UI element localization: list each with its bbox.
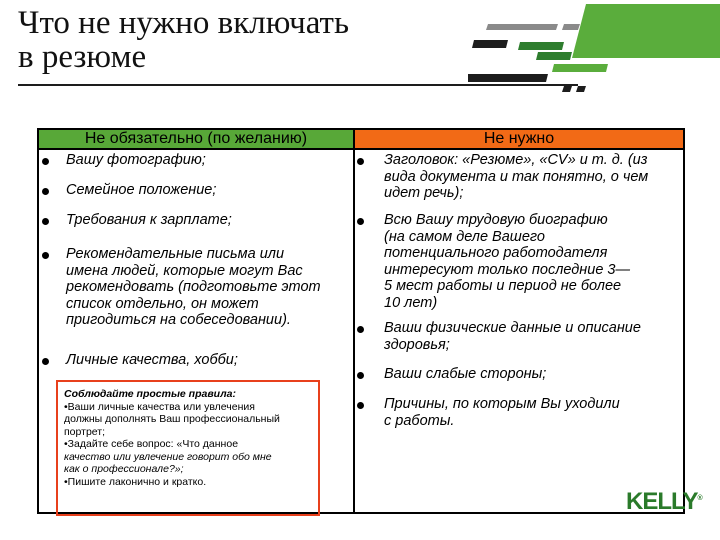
rules-line: должны дополнять Ваш профессиональный xyxy=(64,413,280,425)
right-column-header: Не нужно xyxy=(355,128,685,150)
bullet-icon xyxy=(42,252,49,259)
left-item-2: Семейное положение; xyxy=(66,182,217,198)
bullet-icon xyxy=(42,188,49,195)
right-item-2 xyxy=(384,212,630,311)
right-item-5 xyxy=(384,396,620,429)
left-item-4-line: рекомендовать (подготовьте этот xyxy=(66,279,321,295)
rules-line: портрет; xyxy=(64,425,106,438)
rules-line: •Ваши личные качества или увлечения xyxy=(64,400,255,413)
bullet-icon xyxy=(42,358,49,365)
right-item-2-line: 10 лет) xyxy=(384,294,438,311)
rules-title: Соблюдайте простые правила: xyxy=(64,388,236,400)
left-column-header: Не обязательно (по желанию) xyxy=(37,128,355,150)
right-item-5-line: Причины, по которым Вы уходили xyxy=(384,396,620,412)
left-item-1: Вашу фотографию; xyxy=(66,152,206,168)
title-line-1: Что не нужно включать xyxy=(18,5,350,41)
right-item-1-line: идет речь); xyxy=(384,185,464,201)
right-item-3 xyxy=(384,320,641,353)
right-item-1 xyxy=(384,152,648,202)
left-item-3: Требования к зарплате; xyxy=(66,212,232,228)
title-line-2: в резюме xyxy=(18,39,147,75)
left-item-4 xyxy=(66,246,321,329)
left-item-4-line: имена людей, которые могут Вас xyxy=(66,262,303,279)
bullet-icon xyxy=(357,372,364,379)
bullet-icon xyxy=(357,158,364,165)
rules-line: •Пишите лаконично и кратко. xyxy=(64,475,207,488)
right-item-2-line: интересуют только последние 3— xyxy=(384,261,630,278)
right-item-1-line: вида документа и так понятно, о чем xyxy=(384,168,649,185)
decorative-bars-graphic xyxy=(468,0,720,100)
right-item-2-line: 5 мест работы и период не более xyxy=(384,278,622,294)
right-item-1-line: Заголовок: «Резюме», «CV» и т. д. (из xyxy=(384,152,648,168)
rules-line: •Задайте себе вопрос: «Что данное xyxy=(64,438,239,450)
left-item-4-line: список отдельно, он может xyxy=(66,295,259,312)
logo-registered-mark: ® xyxy=(697,495,703,502)
slide-title xyxy=(18,6,349,74)
right-item-2-line: (на самом деле Вашего xyxy=(384,228,545,245)
left-item-5: Личные качества, хобби; xyxy=(66,352,238,368)
right-item-5-line: с работы. xyxy=(384,412,455,429)
right-item-3-line: Ваши физические данные и описание xyxy=(384,320,641,336)
right-item-2-line: Всю Вашу трудовую биографию xyxy=(384,212,608,228)
bullet-icon xyxy=(42,158,49,165)
logo-text: KELLY xyxy=(626,488,698,515)
left-item-4-line: Рекомендательные письма или xyxy=(66,246,285,262)
right-item-3-line: здоровья; xyxy=(384,336,450,353)
kelly-logo xyxy=(626,488,703,516)
right-item-4: Ваши слабые стороны; xyxy=(384,366,547,382)
bullet-icon xyxy=(357,326,364,333)
left-item-4-line: пригодиться на собеседовании). xyxy=(66,312,291,328)
rules-line: как о профессионале?»; xyxy=(64,463,184,475)
bullet-icon xyxy=(357,218,364,225)
right-item-2-line: потенциального работодателя xyxy=(384,245,608,261)
bullet-icon xyxy=(357,402,364,409)
rules-line: качество или увлечение говорит обо мне xyxy=(64,450,272,463)
bullet-icon xyxy=(42,218,49,225)
rules-box xyxy=(56,380,320,516)
